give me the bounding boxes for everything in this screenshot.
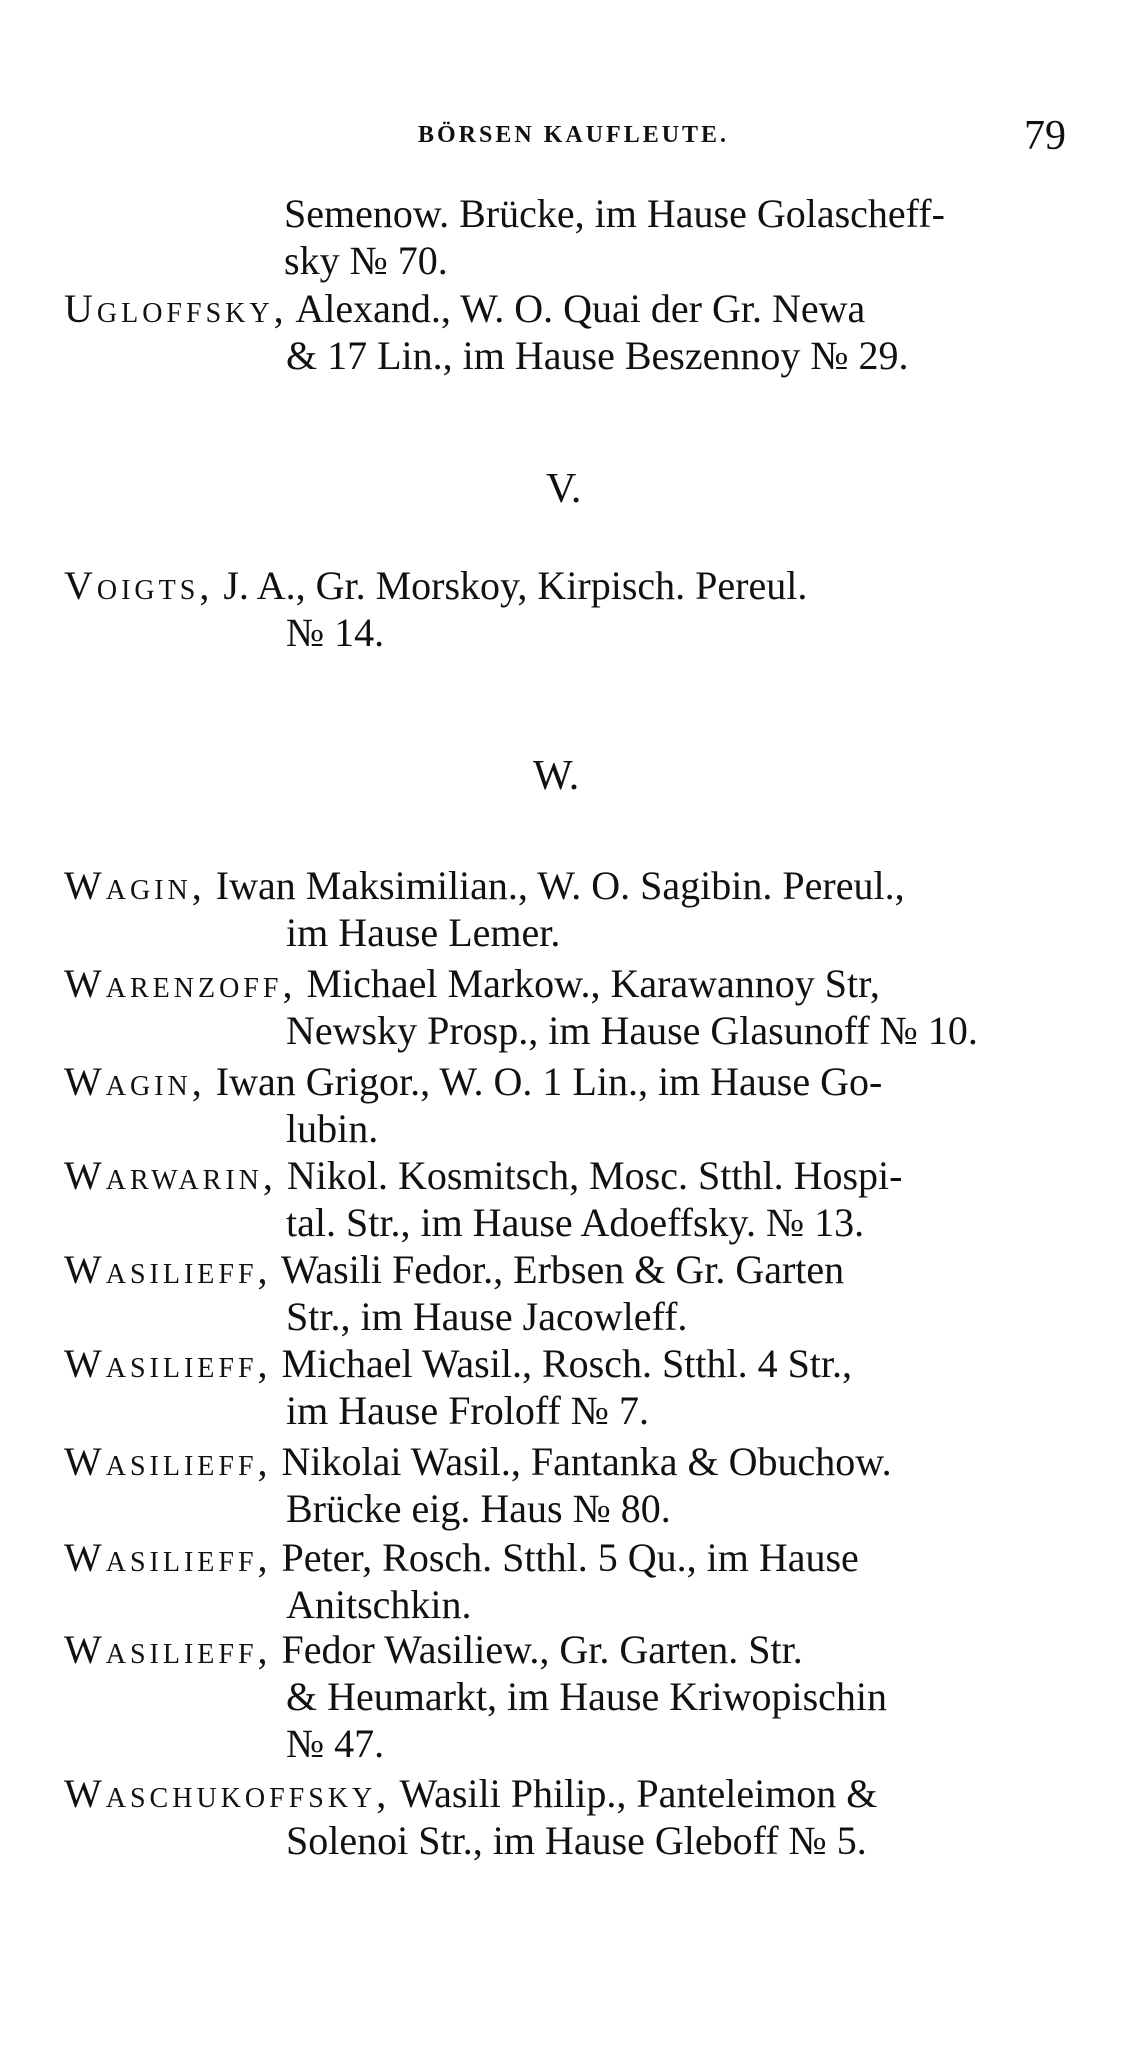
entry-continuation	[64, 190, 1074, 284]
entry-surname: Wasilieff,	[64, 1439, 272, 1484]
page-number: 79	[1024, 113, 1066, 159]
entry-line: Solenoi Str., im Hause Gleboff № 5.	[286, 1818, 867, 1863]
entry-text: Nikolai Wasil., Fantanka & Obuchow.	[271, 1439, 892, 1484]
entry-surname: Wasilieff,	[64, 1247, 272, 1292]
entry-text: Michael Markow., Karawannoy Str,	[296, 961, 880, 1006]
entry-wasilieff-4	[64, 1534, 1074, 1628]
entry-first-line	[64, 285, 1074, 332]
entry-line: lubin.	[286, 1106, 379, 1151]
entry-surname: Wagin,	[64, 863, 206, 908]
entry-text: Alexand., W. O. Quai der Gr. Newa	[287, 286, 866, 331]
entry-text: Iwan Grigor., W. O. 1 Lin., im Hause Go-	[205, 1059, 883, 1104]
entry-text: Nikol. Kosmitsch, Mosc. Stthl. Hospi-	[276, 1153, 903, 1198]
entry-surname: Wasilieff,	[64, 1535, 272, 1580]
entry-line: № 14.	[286, 610, 385, 655]
entry-waschukoffsky	[64, 1770, 1074, 1864]
section-letter-w: W.	[533, 753, 580, 799]
entry-warwarin	[64, 1152, 1074, 1246]
entry-line: tal. Str., im Hause Adoeffsky. № 13.	[286, 1200, 865, 1245]
entry-text: Wasili Philip., Panteleimon &	[390, 1771, 878, 1816]
entry-line: Semenow. Brücke, im Hause Golascheff-	[284, 191, 945, 236]
entry-line: Str., im Hause Jacowleff.	[286, 1294, 688, 1339]
entry-warenzoff	[64, 960, 1074, 1054]
entry-first-line	[64, 960, 1074, 1007]
running-title: BÖRSEN KAUFLEUTE.	[418, 122, 730, 148]
entry-wasilieff-2	[64, 1340, 1074, 1434]
entry-line: Newsky Prosp., im Hause Glasunoff № 10.	[286, 1008, 978, 1053]
entry-surname: Wasilieff,	[64, 1627, 272, 1672]
entry-line: im Hause Lemer.	[286, 910, 561, 955]
entry-text: Wasili Fedor., Erbsen & Gr. Garten	[271, 1247, 845, 1292]
entry-line: № 47.	[286, 1721, 385, 1766]
entry-first-line	[64, 1770, 1074, 1817]
entry-first-line	[64, 562, 1074, 609]
entry-wasilieff-3	[64, 1438, 1074, 1532]
entry-first-line	[64, 1152, 1074, 1199]
entry-text: J. A., Gr. Morskoy, Kirpisch. Pereul.	[213, 563, 808, 608]
entry-surname: Voigts,	[64, 563, 214, 608]
entry-ugloffsky	[64, 285, 1074, 379]
entry-line: im Hause Froloff № 7.	[286, 1388, 649, 1433]
entry-surname: Wagin,	[64, 1059, 206, 1104]
entry-first-line	[64, 1058, 1074, 1105]
entry-first-line	[64, 1626, 1074, 1673]
entry-surname: Wasilieff,	[64, 1341, 272, 1386]
entry-first-line	[64, 1246, 1074, 1293]
entry-wagin-2	[64, 1058, 1074, 1152]
entry-line: Brücke eig. Haus № 80.	[286, 1486, 671, 1531]
entry-voigts	[64, 562, 1074, 656]
entry-wasilieff-1	[64, 1246, 1074, 1340]
entry-text: Michael Wasil., Rosch. Stthl. 4 Str.,	[271, 1341, 853, 1386]
entry-wasilieff-5	[64, 1626, 1074, 1767]
entry-line: sky № 70.	[284, 238, 448, 283]
entry-surname: Warwarin,	[64, 1153, 277, 1198]
entry-line: Anitschkin.	[286, 1582, 472, 1627]
section-letter-v: V.	[546, 466, 582, 512]
entry-text: Peter, Rosch. Stthl. 5 Qu., im Hause	[271, 1535, 859, 1580]
entry-surname: Ugloffsky,	[64, 286, 288, 331]
entry-first-line	[64, 862, 1074, 909]
entry-text: Fedor Wasiliew., Gr. Garten. Str.	[271, 1627, 803, 1672]
entry-wagin-1	[64, 862, 1074, 956]
entry-text: Iwan Maksimilian., W. O. Sagibin. Pereul.,	[205, 863, 905, 908]
entry-first-line	[64, 1340, 1074, 1387]
entry-surname: Waschukoffsky,	[64, 1771, 391, 1816]
running-head	[0, 112, 1140, 162]
entry-line: & Heumarkt, im Hause Kriwopischin	[286, 1674, 887, 1719]
entry-surname: Warenzoff,	[64, 961, 297, 1006]
entry-first-line	[64, 1534, 1074, 1581]
entry-first-line	[64, 1438, 1074, 1485]
entry-line: & 17 Lin., im Hause Beszennoy № 29.	[286, 333, 909, 378]
